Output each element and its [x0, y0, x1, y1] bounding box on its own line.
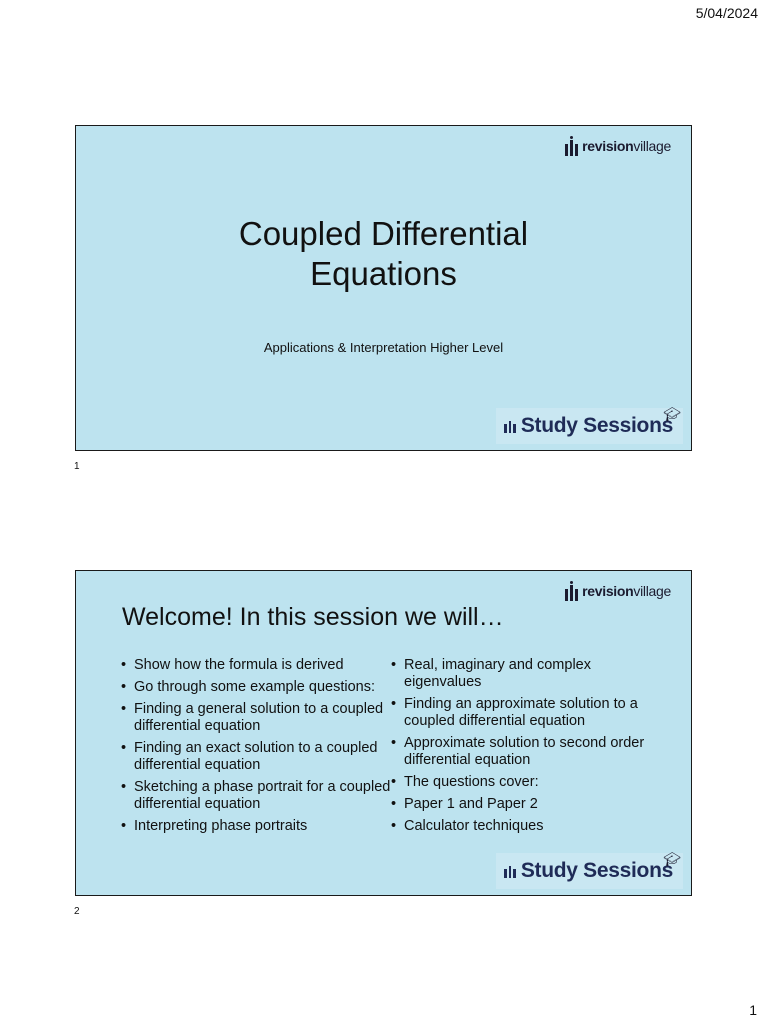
pencils-icon [565, 136, 578, 156]
logo-brand-bold: revision [582, 138, 634, 154]
list-item: • Finding a general solution to a coupled differential equation [121, 701, 391, 735]
revision-village-logo [565, 581, 671, 601]
logo-brand-light: village [633, 138, 671, 154]
pencils-icon [504, 864, 516, 878]
logo-brand-bold: revision [582, 583, 634, 599]
slide-1-number: 1 [74, 461, 80, 472]
list-item: • Calculator techniques [391, 818, 661, 835]
page-number: 1 [749, 1002, 757, 1018]
right-bullet-list [391, 657, 661, 840]
list-item: • Go through some example questions: [121, 679, 391, 696]
list-item: • Finding an approximate solution to a coupled differential equation [391, 696, 661, 730]
study-sessions-label: Study Sessions [520, 414, 673, 437]
pencils-icon [504, 419, 516, 433]
study-sessions-label: Study Sessions [520, 859, 673, 882]
list-item: • Finding an exact solution to a coupled differential equation [121, 740, 391, 774]
study-sessions-badge [496, 853, 683, 889]
slide-1-title: Coupled Differential Equations [238, 215, 529, 292]
list-item: • Sketching a phase portrait for a coupled differential equation [121, 779, 391, 813]
slide-2-title: Welcome! In this session we will… [122, 603, 504, 631]
left-bullet-list [121, 657, 391, 840]
study-sessions-badge [496, 408, 683, 444]
print-date: 5/04/2024 [695, 5, 758, 21]
graduation-cap-icon: 🎓︎ [663, 406, 681, 422]
list-item: • Interpreting phase portraits [121, 818, 391, 835]
list-item: • Real, imaginary and complex eigenvalues [391, 657, 661, 691]
slide-1 [75, 125, 692, 451]
slide-1-subtitle: Applications & Interpretation Higher Level [263, 340, 504, 355]
list-item: • Approximate solution to second order differential equation [391, 735, 661, 769]
list-item: • Show how the formula is derived [121, 657, 391, 674]
list-item: • Paper 1 and Paper 2 [391, 796, 661, 813]
slide-2-number: 2 [74, 906, 80, 917]
list-item: • The questions cover: [391, 774, 661, 791]
slide-2 [75, 570, 692, 896]
pencils-icon [565, 581, 578, 601]
graduation-cap-icon: 🎓︎ [663, 851, 681, 867]
revision-village-logo [565, 136, 671, 156]
logo-brand-light: village [633, 583, 671, 599]
